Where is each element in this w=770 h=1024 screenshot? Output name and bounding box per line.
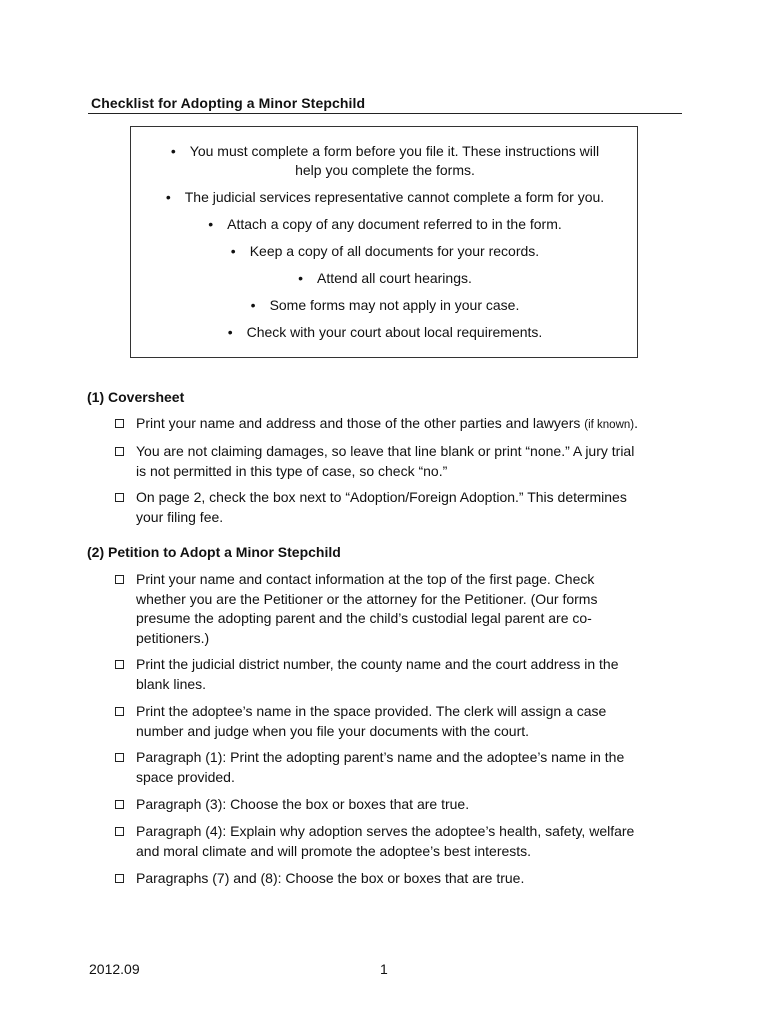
checklist-item-line: space provided. (136, 768, 235, 785)
petition-checklist-item (115, 702, 690, 741)
checklist-item-line: whether you are the Petitioner or the attorney for the Petitioner. (Our forms (136, 590, 598, 607)
petition-checklist-item (115, 822, 690, 861)
checklist-item-line: You are not claiming damages, so leave that line blank or print “none.” A jury trial (136, 443, 635, 459)
checklist-item-text (136, 442, 690, 481)
checkbox[interactable] (115, 827, 124, 836)
checklist-item-line: your filing fee. (136, 508, 224, 525)
footer-version: 2012.09 (89, 961, 140, 977)
checkbox[interactable] (115, 575, 124, 584)
checklist-item-line: blank lines. (136, 675, 207, 692)
checkbox[interactable] (115, 707, 124, 716)
if-known-note: (if known) (584, 419, 635, 431)
checklist-item-text (136, 655, 690, 694)
notice-text: The judicial services representative cannot complete a form for you. (184, 189, 605, 205)
checklist-item-line: On page 2, check the box next to “Adoption/Foreign Adoption.” This determines (136, 489, 627, 505)
checkbox[interactable] (115, 447, 124, 456)
checklist-item-line: petitioners.) (136, 629, 210, 646)
notice-text: Some forms may not apply in your case. (269, 297, 520, 313)
checkbox[interactable] (115, 874, 124, 883)
checklist-item-line: Paragraph (1): Print the adopting parent’s name and the adoptee’s name in the (136, 749, 625, 765)
bullet-icon: • (298, 270, 304, 286)
checkbox[interactable] (115, 660, 124, 669)
checkbox[interactable] (115, 800, 124, 809)
petition-checklist-item (115, 748, 690, 787)
checklist-item-text (136, 795, 690, 815)
checklist-item-text (136, 748, 690, 787)
notice-text: You must complete a form before you file it. These instructions will (189, 143, 600, 159)
coversheet-checklist-item (115, 488, 690, 527)
coversheet-checklist-item (115, 442, 690, 481)
bullet-icon: • (227, 324, 233, 340)
petition-heading: (2) Petition to Adopt a Minor Stepchild (87, 544, 341, 560)
petition-checklist-item (115, 869, 690, 889)
checklist-item-line: presume the adopting parent and the child’s custodial legal parent are co- (136, 610, 592, 626)
checklist-item-suffix: . (634, 415, 639, 431)
notice-item (131, 242, 639, 260)
petition-checklist-item (115, 570, 690, 648)
checklist-item-line: and moral climate and will promote the adoptee’s best interests. (136, 842, 532, 859)
title-rule (88, 113, 682, 114)
coversheet-heading: (1) Coversheet (87, 389, 185, 405)
checkbox[interactable] (115, 419, 124, 428)
checklist-item-text (136, 570, 690, 648)
checklist-item-text (136, 702, 690, 741)
checklist-item-text (136, 822, 690, 861)
notice-item (131, 296, 639, 314)
bullet-icon: • (250, 297, 256, 313)
checklist-item-line: is not permitted in this type of case, so check “no.” (136, 462, 448, 479)
checklist-item-text (136, 869, 690, 889)
petition-checklist-item (115, 795, 690, 815)
checklist-item-line: Print the adoptee’s name in the space provided. The clerk will assign a case (136, 703, 607, 719)
checklist-item-line: Paragraphs (7) and (8): Choose the box or boxes that are true. (136, 870, 525, 886)
page-title: Checklist for Adopting a Minor Stepchild (91, 95, 366, 111)
checklist-item-line: Print your name and address and those of the other parties and lawyers (136, 415, 585, 431)
notice-item (131, 142, 639, 160)
bullet-icon: • (170, 143, 176, 159)
notice-item (131, 269, 639, 287)
checklist-item-line: Paragraph (3): Choose the box or boxes that are true. (136, 796, 470, 812)
instructions-box (130, 126, 638, 358)
petition-checklist-item (115, 655, 690, 694)
footer-page-number: 1 (380, 961, 388, 977)
checklist-item-text (136, 414, 690, 436)
checklist-item-line: Print the judicial district number, the county name and the court address in the (136, 656, 619, 672)
bullet-icon: • (208, 216, 214, 232)
notice-item-continuation: help you complete the forms. (295, 162, 475, 178)
checklist-item-line: Paragraph (4): Explain why adoption serves the adoptee’s health, safety, welfare (136, 823, 635, 839)
notice-text: Check with your court about local requirements. (246, 324, 543, 340)
notice-text: Attend all court hearings. (317, 270, 472, 286)
coversheet-checklist-item (115, 414, 690, 436)
notice-item (131, 323, 639, 341)
bullet-icon: • (165, 189, 171, 205)
notice-text: Attach a copy of any document referred to in the form. (227, 216, 562, 232)
checkbox[interactable] (115, 493, 124, 502)
notice-text: Keep a copy of all documents for your records. (249, 243, 540, 259)
checklist-item-line: number and judge when you file your documents with the court. (136, 722, 530, 739)
checklist-item-line: Print your name and contact information at the top of the first page. Check (136, 571, 595, 587)
checklist-item-text (136, 488, 690, 527)
notice-item (131, 215, 639, 233)
checkbox[interactable] (115, 753, 124, 762)
notice-item (131, 188, 639, 206)
bullet-icon: • (230, 243, 236, 259)
